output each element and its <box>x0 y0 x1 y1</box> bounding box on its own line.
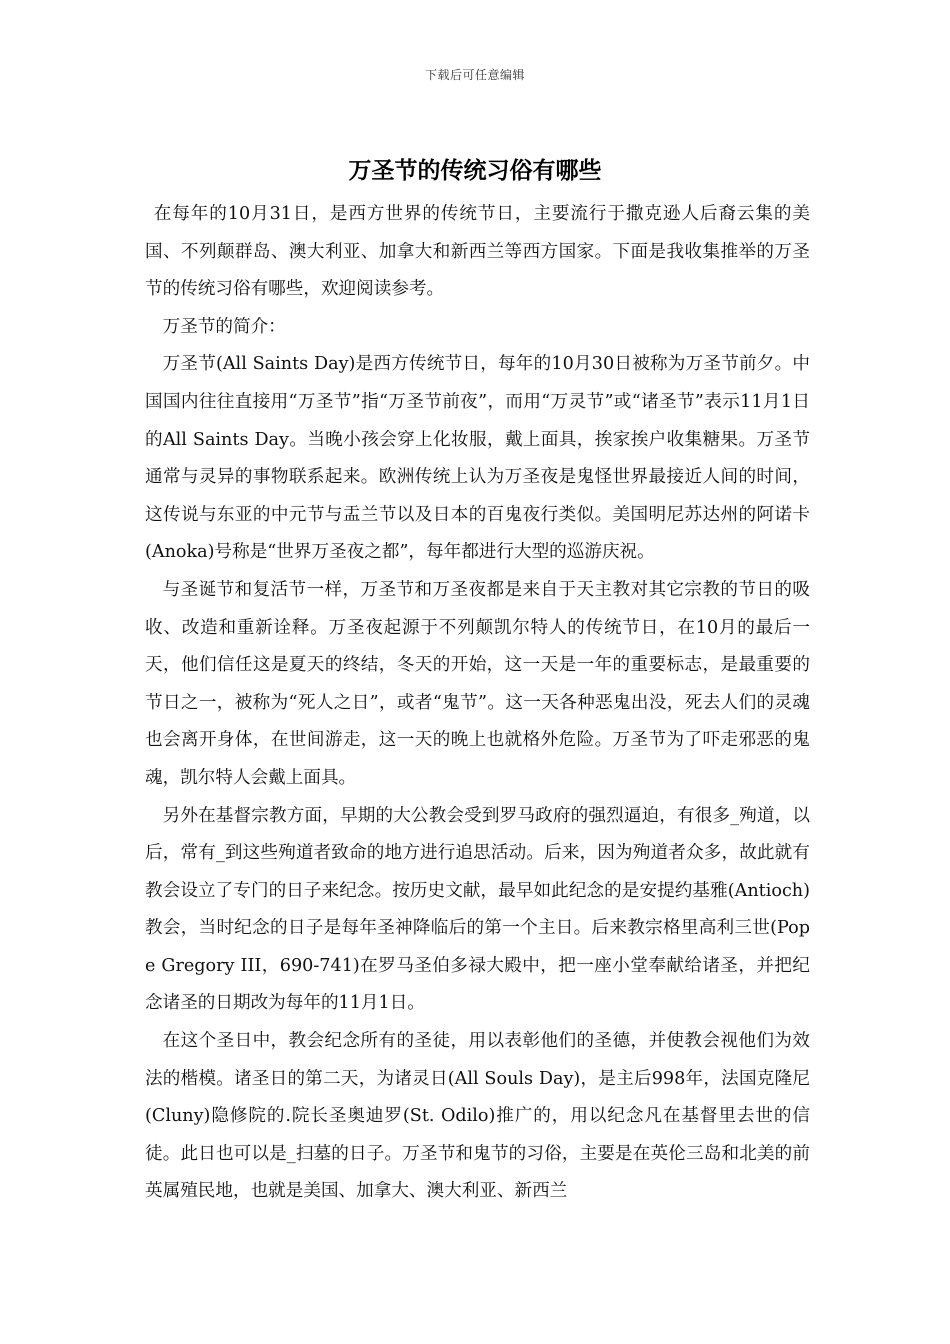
paragraph-all-souls: 在这个圣日中，教会纪念所有的圣徒，用以表彰他们的圣德，并使教会视他们为效法的楷模。诸圣日的第二天，为诸灵日(All Souls Day)，是主后998年，法国克隆尼(Cluny)隐修院的.院长圣奥迪罗(St. Odilo)推广的，用以纪念凡在基督里去世的信徒。此日也可以是_扫墓的日子。万圣节和鬼节的习俗，主要是在英伦三岛和北美的前英属殖民地，也就是美国、加拿大、澳大利亚、新西兰 <box>145 1031 810 1202</box>
page-title: 万圣节的传统习俗有哪些 <box>348 157 602 184</box>
article-body <box>145 196 810 1211</box>
paragraph-christian-history: 另外在基督宗教方面，早期的大公教会受到罗马政府的强烈逼迫，有很多_殉道，以后，常有_到这些殉道者致命的地方进行追思活动。后来，因为殉道者众多，故此就有教会设立了专门的日子来纪念。按历史文献，最早如此纪念的是安提约基雅(Antioch)教会，当时纪念的日子是每年圣神降临后的第一个主日。后来教宗格里高利三世(Pope Gregory III，690-741)在罗马圣伯多禄大殿中，把一座小堂奉献给诸圣，并把纪念诸圣的日期改为每年的11月1日。 <box>145 805 810 1014</box>
paragraph-intro: 在每年的10月31日，是西方世界的传统节日，主要流行于撒克逊人后裔云集的美国、不列颠群岛、澳大利亚、加拿大和新西兰等西方国家。下面是我收集推举的万圣节的传统习俗有哪些，欢迎阅读参考。 <box>145 204 810 300</box>
paragraph-origin: 与圣诞节和复活节一样，万圣节和万圣夜都是来自于天主教对其它宗教的节日的吸收、改造和重新诠释。万圣夜起源于不列颠凯尔特人的传统节日，在10月的最后一天，他们信任这是夏天的终结，冬天的开始，这一天是一年的重要标志，是最重要的节日之一，被称为“死人之日”，或者“鬼节”。这一天各种恶鬼出没，死去人们的灵魂也会离开身体，在世间游走，这一天的晚上也就格外危险。万圣节为了吓走邪恶的鬼魂，凯尔特人会戴上面具。 <box>145 579 810 788</box>
paragraph-section-heading: 万圣节的简介： <box>162 316 286 337</box>
paragraph-introduction: 万圣节(All Saints Day)是西方传统节日，每年的10月30日被称为万圣节前夕。中国国内往往直接用“万圣节”指“万圣节前夜”，而用“万灵节”或“诸圣节”表示11月1日的All Saints Day。当晚小孩会穿上化妆服，戴上面具，挨家挨户收集糖果。万圣节通常与灵异的事物联系起来。欧洲传统上认为万圣夜是鬼怪世界最接近人间的时间，这传说与东亚的中元节与盂兰节以及日本的百鬼夜行类似。美国明尼苏达州的阿诺卡(Anoka)号称是“世界万圣夜之都”，每年都进行大型的巡游庆祝。 <box>145 354 810 563</box>
header-note: 下载后可任意编辑 <box>424 68 525 82</box>
